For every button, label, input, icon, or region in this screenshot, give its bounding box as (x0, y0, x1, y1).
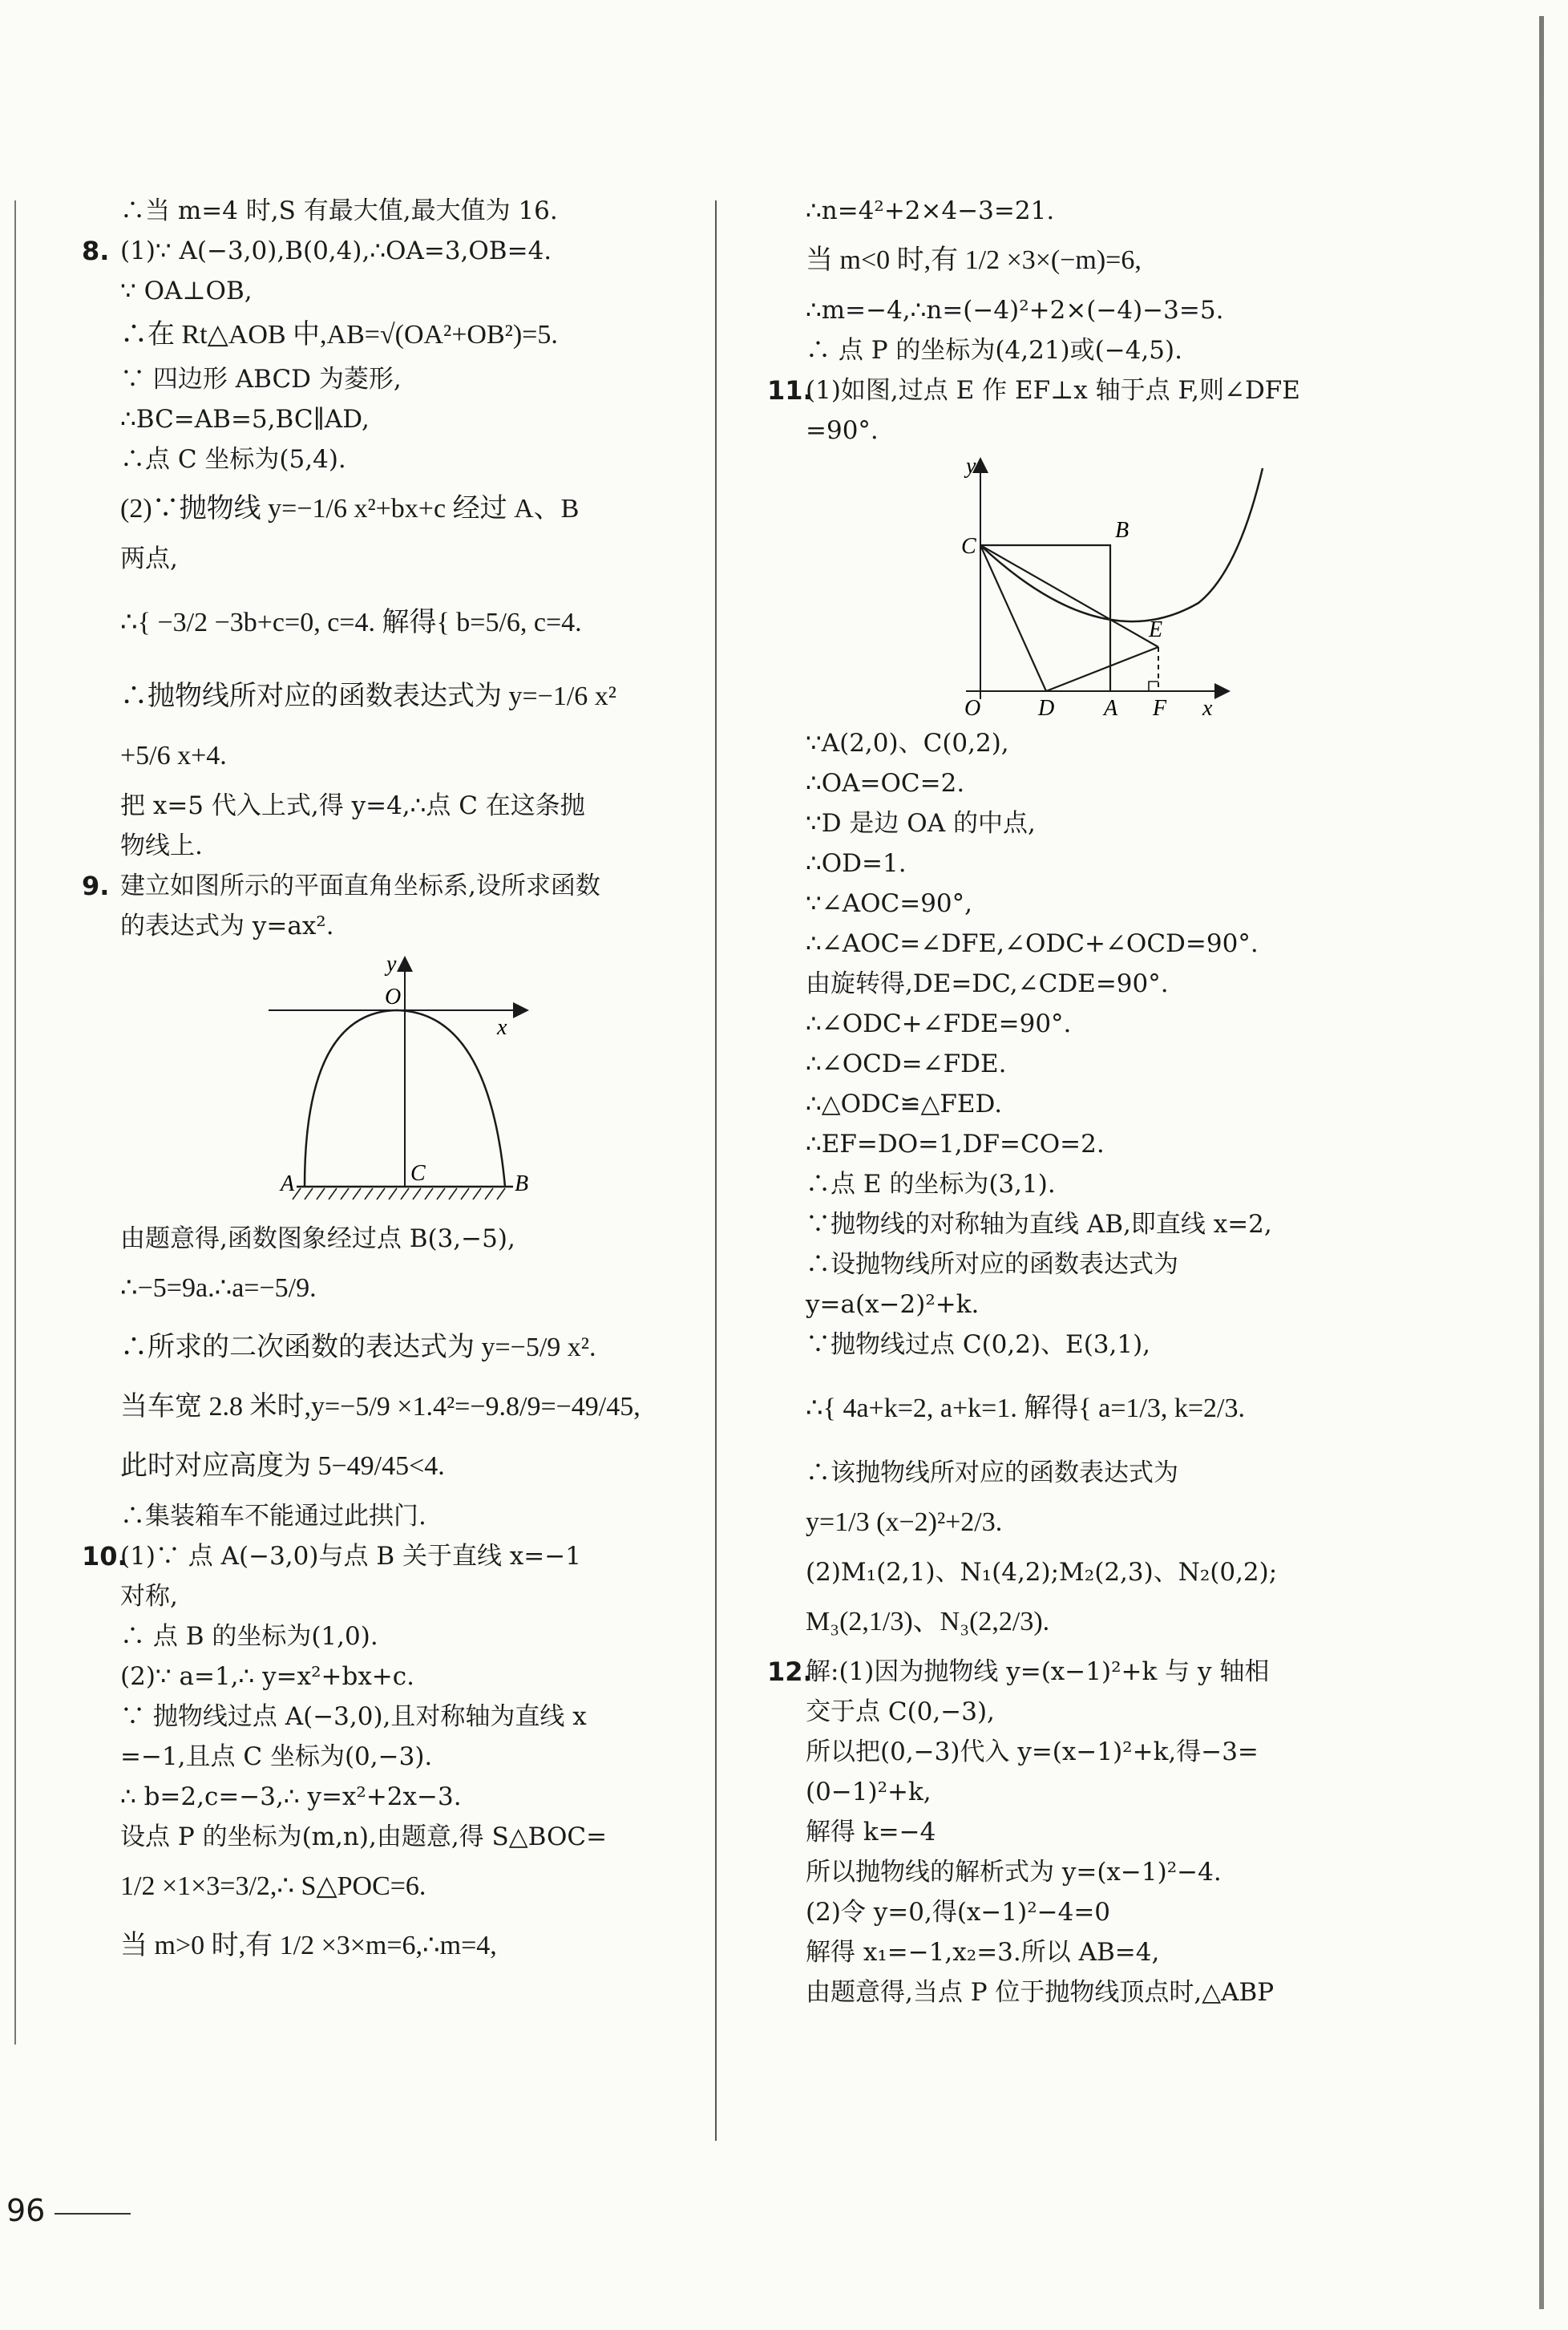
text-line: ∴该抛物线所对应的函数表达式为 (806, 1458, 1178, 1487)
text-line: ∴所求的二次函数的表达式为 y=−5/9 x². (120, 1333, 596, 1362)
text-line: (1)∵ A(−3,0),B(0,4),∴OA=3,OB=4. (120, 237, 552, 265)
label-D: D (1038, 696, 1055, 721)
text-line: ∴EF=DO=1,DF=CO=2. (806, 1130, 1105, 1159)
text-line: 1/2 ×1×3=3/2,∴ S△POC=6. (120, 1871, 426, 1901)
figure-parabola-square (806, 451, 1415, 723)
text-line: ∴ 点 B 的坐标为(1,0). (120, 1622, 378, 1651)
problem-number: 10. (82, 1541, 127, 1572)
text-line: ∴ 点 P 的坐标为(4,21)或(−4,5). (806, 336, 1182, 365)
text-line: 解得 x₁=−1,x₂=3.所以 AB=4, (806, 1938, 1160, 1967)
text-line: 对称, (120, 1582, 178, 1611)
text-line: ∵ 四边形 ABCD 为菱形, (120, 365, 402, 394)
text-line: ∴n=4²+2×4−3=21. (806, 196, 1055, 225)
figure-arch-parabola (120, 946, 713, 1219)
label-C: C (410, 1161, 426, 1186)
text-line: 此时对应高度为 5−49/45<4. (120, 1451, 445, 1481)
text-line: y=1/3 (x−2)²+2/3. (806, 1507, 1003, 1537)
left-column (82, 191, 713, 1976)
text-line: 交于点 C(0,−3), (806, 1697, 995, 1726)
problem-number: 11. (767, 375, 813, 406)
text-line: 所以把(0,−3)代入 y=(x−1)²+k,得−3= (806, 1737, 1259, 1766)
label-C: C (961, 534, 976, 559)
problem-number: 9. (82, 871, 110, 901)
label-x: x (497, 1015, 507, 1040)
label-F: F (1153, 696, 1167, 721)
text-line: ∴∠AOC=∠DFE,∠ODC+∠OCD=90°. (806, 929, 1259, 958)
text-line: ∴BC=AB=5,BC∥AD, (120, 405, 370, 434)
text-line: ∴OA=OC=2. (806, 769, 965, 798)
text-line: ∴−5=9a.∴a=−5/9. (120, 1273, 317, 1303)
text-line: ∵∠AOC=90°, (806, 889, 972, 918)
text-line: ∵D 是边 OA 的中点, (806, 809, 1036, 838)
text-line: 由题意得,函数图象经过点 B(3,−5), (120, 1224, 515, 1253)
text-line: ∴设抛物线所对应的函数表达式为 (806, 1250, 1178, 1279)
text-line: +5/6 x+4. (120, 741, 227, 771)
text-line: ∴∠ODC+∠FDE=90°. (806, 1009, 1072, 1038)
text-line: y=a(x−2)²+k. (806, 1290, 980, 1319)
text-line: ∴在 Rt△AOB 中,AB=√(OA²+OB²)=5. (120, 320, 558, 350)
label-O: O (964, 696, 981, 721)
text-line: (2)令 y=0,得(x−1)²−4=0 (806, 1898, 1111, 1927)
text-line: ∵ OA⊥OB, (120, 277, 253, 305)
text-line: ∴当 m=4 时,S 有最大值,最大值为 16. (120, 196, 558, 225)
text-line: 当 m<0 时,有 1/2 ×3×(−m)=6, (806, 245, 1142, 275)
text-line: ∴ b=2,c=−3,∴ y=x²+2x−3. (120, 1782, 462, 1811)
text-line: ∴集装箱车不能通过此拱门. (120, 1502, 426, 1531)
square-sides (980, 545, 1110, 691)
label-O: O (385, 985, 402, 1009)
text-line: ∴OD=1. (806, 849, 907, 878)
ground-hatching (293, 1188, 505, 1199)
left-margin-rule (14, 200, 16, 2045)
page-number-rule (55, 2213, 131, 2215)
text-line: 解:(1)因为抛物线 y=(x−1)²+k 与 y 轴相 (806, 1657, 1270, 1686)
label-y: y (966, 454, 976, 479)
text-line: 所以抛物线的解析式为 y=(x−1)²−4. (806, 1858, 1222, 1887)
text-line: =−1,且点 C 坐标为(0,−3). (120, 1742, 433, 1771)
problem-number: 12. (767, 1656, 813, 1687)
text-line: 当车宽 2.8 米时,y=−5/9 ×1.4²=−9.8/9=−49/45, (120, 1392, 641, 1422)
label-A: A (1104, 696, 1118, 721)
text-line: ∴△ODC≌△FED. (806, 1090, 1003, 1118)
column-divider (715, 200, 717, 2141)
right-column (767, 191, 1415, 2012)
text-line: 两点, (120, 544, 178, 573)
text-line: 把 x=5 代入上式,得 y=4,∴点 C 在这条抛 (120, 791, 585, 820)
segment-CD (980, 545, 1046, 691)
text-line: (2)∵抛物线 y=−1/6 x²+bx+c 经过 A、B (120, 494, 580, 524)
equation-system: ∴{ 4a+k=2, a+k=1. 解得{ a=1/3, k=2/3. (806, 1394, 1245, 1423)
text-line: ∴m=−4,∴n=(−4)²+2×(−4)−3=5. (806, 296, 1224, 325)
text-line: ∴点 C 坐标为(5,4). (120, 445, 346, 474)
text-line: 解得 k=−4 (806, 1818, 936, 1847)
text-line: (0−1)²+k, (806, 1778, 932, 1806)
text-line: (2)M₁(2,1)、N₁(4,2);M₂(2,3)、N₂(0,2); (806, 1558, 1278, 1587)
text-line: ∵A(2,0)、C(0,2), (806, 729, 1009, 758)
text-line: ∴∠OCD=∠FDE. (806, 1050, 1007, 1078)
text-line: 设点 P 的坐标为(m,n),由题意,得 S△BOC= (120, 1822, 608, 1851)
right-angle-mark (1149, 682, 1158, 691)
segment-CE (980, 545, 1158, 647)
text-line: (2)∵ a=1,∴ y=x²+bx+c. (120, 1662, 414, 1691)
text-line: 当 m>0 时,有 1/2 ×3×m=6,∴m=4, (120, 1931, 497, 1960)
text-line: 由旋转得,DE=DC,∠CDE=90°. (806, 969, 1169, 998)
label-B: B (1115, 518, 1130, 543)
label-B: B (515, 1171, 529, 1196)
text-line: (1)∵ 点 A(−3,0)与点 B 关于直线 x=−1 (120, 1542, 581, 1571)
text-line: =90°. (806, 416, 879, 445)
text-line: 建立如图所示的平面直角坐标系,设所求函数 (120, 872, 600, 900)
label-E: E (1149, 617, 1163, 642)
segment-DE (1046, 647, 1158, 691)
text-line: ∵抛物线的对称轴为直线 AB,即直线 x=2, (806, 1210, 1272, 1239)
problem-number: 8. (82, 236, 110, 266)
label-y: y (386, 952, 397, 977)
page-number: 96 (6, 2193, 46, 2228)
text-line: ∵抛物线过点 C(0,2)、E(3,1), (806, 1330, 1151, 1359)
text-line: ∴抛物线所对应的函数表达式为 y=−1/6 x² (120, 682, 616, 711)
text-line: 的表达式为 y=ax². (120, 912, 334, 940)
text-line: 物线上. (120, 831, 203, 860)
text-line: M₃(2,1/3)、N₃(2,2/3). (806, 1607, 1050, 1636)
text-line: ∴点 E 的坐标为(3,1). (806, 1170, 1056, 1199)
label-x: x (1202, 696, 1213, 721)
text-line: ∵ 抛物线过点 A(−3,0),且对称轴为直线 x (120, 1702, 587, 1731)
text-line: (1)如图,过点 E 作 EF⊥x 轴于点 F,则∠DFE (806, 376, 1300, 405)
label-A: A (281, 1171, 295, 1196)
page-edge-shadow (1539, 16, 1544, 2309)
text-line: 由题意得,当点 P 位于抛物线顶点时,△ABP (806, 1978, 1275, 2007)
equation-system: ∴{ −3/2 −3b+c=0, c=4. 解得{ b=5/6, c=4. (120, 608, 582, 637)
